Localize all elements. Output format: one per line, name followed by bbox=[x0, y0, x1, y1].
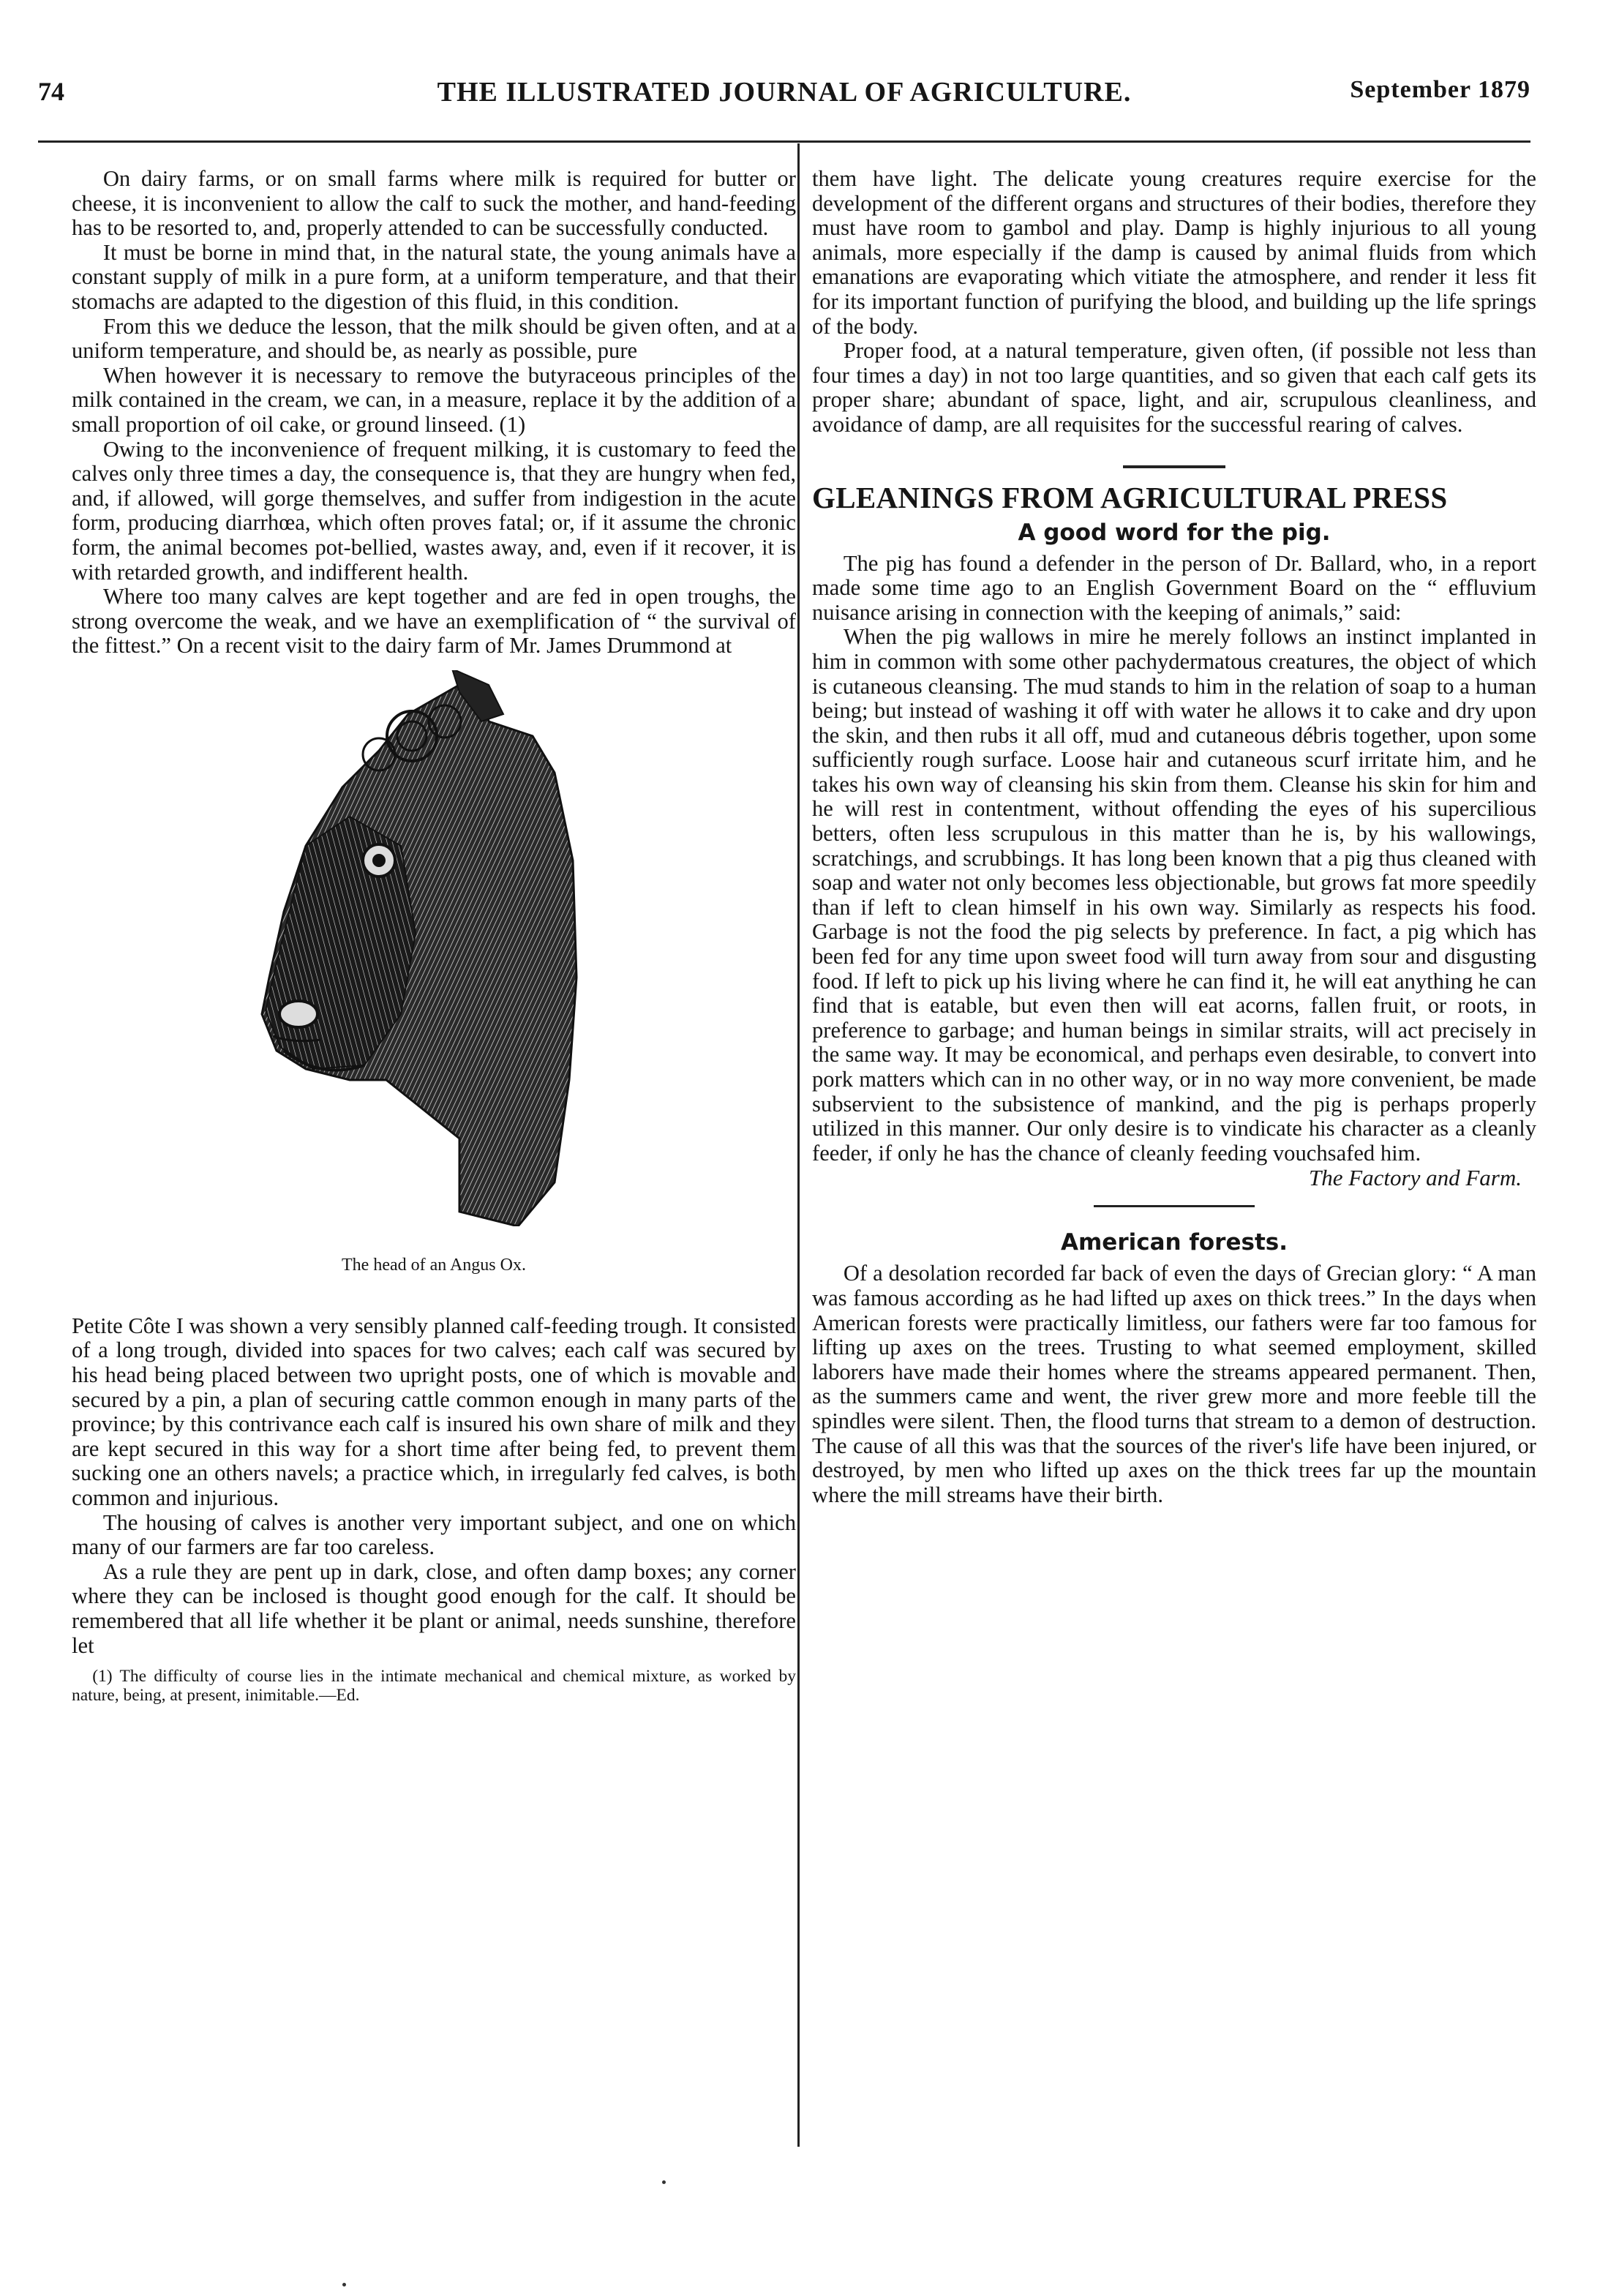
left-column bbox=[72, 167, 796, 1705]
issue-date: September 1879 bbox=[1350, 76, 1530, 103]
article-separator bbox=[1094, 1205, 1255, 1207]
left-paragraph: It must be borne in mind that, in the natural state, the young animals have a constant supply of milk in a pure form, at a uniform temperature, and that their stomachs are adapted to the digestion of this fluid, in this condition. bbox=[72, 239, 796, 314]
left-paragraph: From this we deduce the lesson, that the milk should be given often, and at a uniform temperature, and should be, as nearly as possible, pure bbox=[72, 313, 796, 364]
header-rule bbox=[38, 140, 1530, 143]
column-divider bbox=[797, 143, 800, 2147]
page-header bbox=[38, 76, 1530, 123]
page-number: 74 bbox=[38, 77, 64, 106]
right-paragraph: them have light. The delicate young creatures require exercise for the development of the different organs and structures of their bodies, therefore they must have room to gambol and play. Damp is highly injurious to all young animals, more especially if the damp is caused by animal fluids from which emanations are evaporating which vitiate the atmosphere, and render it less fit for its important function of purifying the blood, and building up the life springs of the body. bbox=[812, 166, 1536, 339]
article-attribution: The Factory and Farm. bbox=[1308, 1165, 1522, 1191]
article-title-forests: American forests. bbox=[1061, 1229, 1288, 1256]
left-paragraph: On dairy farms, or on small farms where milk is required for butter or cheese, it is inconvenient to allow the calf to suck the mother, and hand-feeding has to be resorted to, and, properly attended to can be successfully conducted. bbox=[72, 166, 796, 241]
left-paragraph: Owing to the inconvenience of frequent milking, it is customary to feed the calves only three times a day, the consequence is, that they are hungry when fed, and, if allowed, will gorge themselves, and suffer from indigestion in the acute form, producing diarrhœa, which often proves fatal; or, if it assume the chronic form, the animal becomes pot-bellied, wastes away, and, even if it recover, it is with retarded growth, and indifferent health. bbox=[72, 436, 796, 585]
article-paragraph: The pig has found a defender in the person of Dr. Ballard, who, in a report made some time ago to an English Government Board on the “ effluvium nuisance arising in connection with the keeping of animals,” said: bbox=[812, 550, 1536, 625]
journal-title: THE ILLUSTRATED JOURNAL OF AGRICULTURE. bbox=[437, 77, 1132, 108]
section-separator bbox=[1123, 465, 1225, 468]
left-paragraph: Petite Côte I was shown a very sensibly planned calf-feeding trough. It consisted of a long trough, divided into spaces for two calves; each calf was secured by his head being placed between two upright posts, one of which is movable and secured by a pin, a plan of securing cattle common enough in many parts of the province; by this contrivance each calf is insured his own share of milk and they are kept secured in this way for a short time after being fed, to prevent them sucking one an others navels; a practice which, in irregularly fed calves, is both common and injurious. bbox=[72, 1313, 796, 1511]
left-paragraph: The housing of calves is another very important subject, and one on which many of our farmers are far too careless. bbox=[72, 1509, 796, 1560]
left-paragraph: As a rule they are pent up in dark, close, and often damp boxes; any corner where they can be inclosed is thought good enough for the calf. It should be remembered that all life whether it be plant or animal, needs sunshine, therefore let bbox=[72, 1558, 796, 1658]
print-speck bbox=[662, 2180, 666, 2184]
figure-caption: The head of an Angus Ox. bbox=[342, 1255, 526, 1275]
right-paragraph: Proper food, at a natural temperature, given often, (if possible not less than four times a day) in not too large quantities, and so given that each calf gets its proper share; abundant of space, light, and air, scrupulous cleanliness, and avoidance of damp, are all requisites for the successful rearing of calves. bbox=[812, 338, 1536, 437]
section-title: GLEANINGS FROM AGRICULTURAL PRESS bbox=[812, 480, 1448, 514]
article-paragraph: Of a desolation recorded far back of even the days of Grecian glory: “ A man was famous according as he had lifted up axes on thick trees.” In the days when American forests were practically limitless, our fathers were far too famous for lifting up axes on the trees. Trusting to what seemed employment, skilled laborers have made their homes where the streams appeared permanent. Then, as the summers came and went, the river grew more and more feeble till the spindles were silent. Then, the flood turns that stream to a demon of destruction. The cause of all this was that the sources of the river's life have been injured, or destroyed, by men who lifted up axes on the thick trees far up the mountain where the mill streams have their birth. bbox=[812, 1261, 1536, 1507]
footnote: (1) The difficulty of course lies in the intimate mechanical and chemical mixture, as worked by nature, being, at present, inimitable.—Ed. bbox=[72, 1667, 796, 1706]
article-title-pig: A good word for the pig. bbox=[1018, 519, 1331, 546]
left-paragraph: Where too many calves are kept together and are fed in open troughs, the strong overcome the weak, and we have an exemplification of “ the survival of the fittest.” On a recent visit to the dairy farm of Mr. James Drummond at bbox=[72, 584, 796, 659]
angus-ox-figure bbox=[72, 670, 796, 1314]
print-speck bbox=[342, 2283, 346, 2286]
article-paragraph: When the pig wallows in mire he merely follows an instinct implanted in him in common with some other pachydermatous creatures, the object of which is cutaneous cleansing. The mud stands to him in the relation of soap to a human being; but instead of washing it off with water he allows it to cake and dry upon the skin, and then rubs it all off, mud and cutaneous débris together, upon some sufficiently rough surface. Loose hair and cutaneous scurf irritate him, and he takes his own way of cleansing his skin from them. Cleanse his skin for him and he will rest in contentment, without offending the eyes of his supercilious betters, often less scrupulous in this matter than he is, by his wallowings, scratchings, and scrubbings. It has long been known that a pig thus cleaned with soap and water not only becomes less objectionable, but grows fat more speedily than if left to clean himself in his own way. Similarly as respects his food. Garbage is not the food the pig selects by preference. In fact, a pig which has been fed for any time upon sweet food will turn away from sour and disgusting food. If left to pick up his living where he can find it, he will eat anything he can find that is eatable, but even then will eat acorns, fallen fruit, or roots, in preference to garbage; and human beings in similar straits, will act precisely in the same way. It may be economical, and perhaps even desirable, to convert into pork matters which can in no other way, or in no way more convenient, be made subservient to the subsistence of mankind, and the pig is perhaps properly utilized in this manner. Our only desire is to vindicate his character as a cleanly feeder, if only he has the chance of cleanly feeding vouchsafed him. bbox=[812, 624, 1536, 1166]
angus-ox-head-engraving bbox=[240, 670, 584, 1226]
left-paragraph: When however it is necessary to remove the butyraceous principles of the milk contained in the cream, we can, in a measure, replace it by the addition of a small proportion of oil cake, or ground linseed. (1) bbox=[72, 362, 796, 437]
right-column bbox=[812, 167, 1536, 1507]
